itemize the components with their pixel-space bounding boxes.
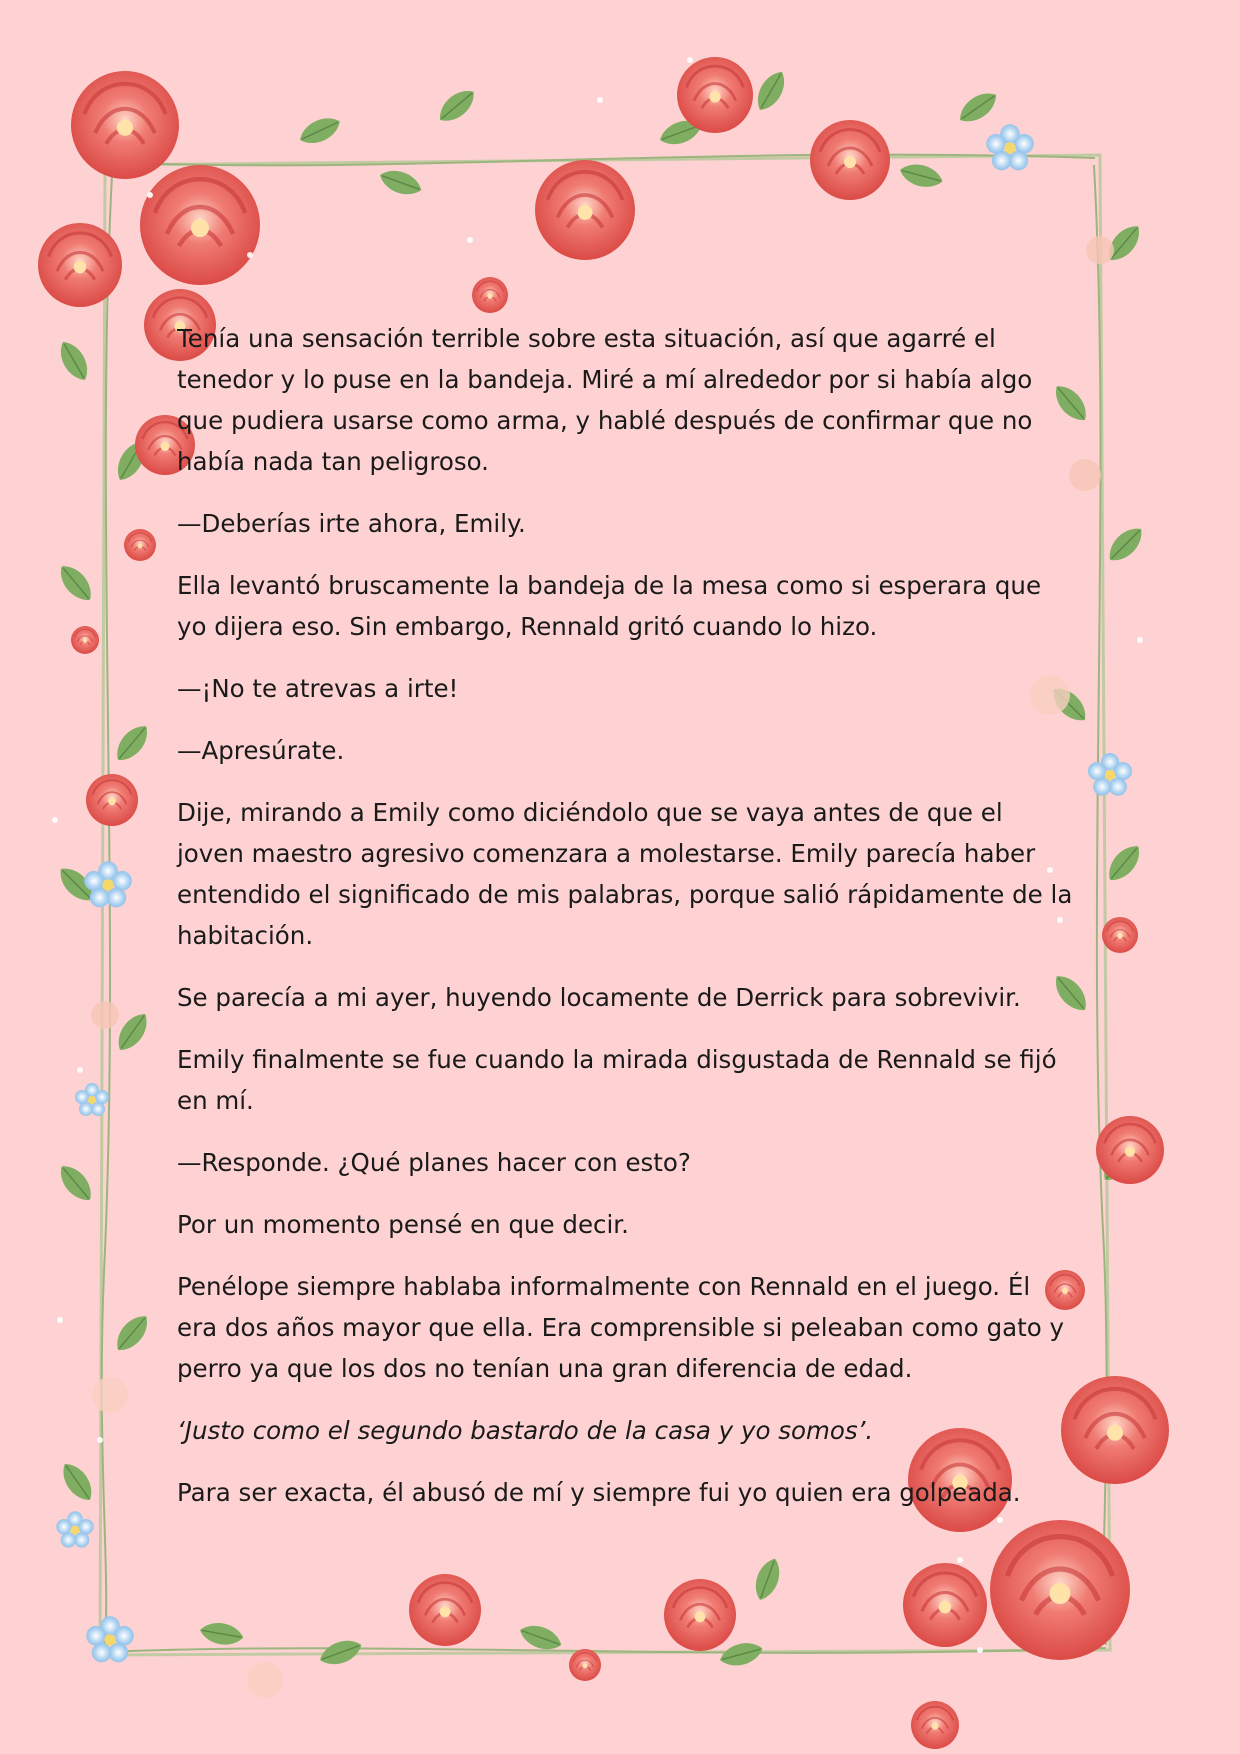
paragraph-3: Ella levantó bruscamente la bandeja de la mesa como si esperara que yo dijera eso. Sin embargo, Rennald gritó cuando lo hizo.	[177, 571, 1042, 641]
paragraph-1: Tenía una sensación terrible sobre esta situación, así que agarré el tenedor y lo puse en la bandeja. Miré a mí alrededor por si había algo que pudiera usarse como arma, y hablé después de confirmar que no había nada tan peligroso.	[177, 324, 1033, 476]
paragraph-12-italic: ‘Justo como el segundo bastardo de la casa y yo somos’.	[177, 1416, 874, 1445]
text-body	[177, 318, 1077, 1534]
paragraph-7: Se parecía a mi ayer, huyendo locamente de Derrick para sobrevivir.	[177, 983, 1021, 1012]
paragraph-13: Para ser exacta, él abusó de mí y siempre fui yo quien era golpeada.	[177, 1478, 1021, 1507]
paragraph-8: Emily finalmente se fue cuando la mirada disgustada de Rennald se fijó en mí.	[177, 1045, 1057, 1115]
paragraph-11: Penélope siempre hablaba informalmente con Rennald en el juego. Él era dos años mayor que ella. Era comprensible si peleaban como gato y perro ya que los dos no tenían una gran diferencia de edad.	[177, 1272, 1065, 1383]
paragraph-9: —Responde. ¿Qué planes hacer con esto?	[177, 1148, 691, 1177]
paragraph-10: Por un momento pensé en que decir.	[177, 1210, 629, 1239]
paragraph-5: —Apresúrate.	[177, 736, 345, 765]
paragraph-6: Dije, mirando a Emily como diciéndolo que se vaya antes de que el joven maestro agresivo comenzara a molestarse. Emily parecía haber entendido el significado de mis palabras, porque salió rápidamente de la habitación.	[177, 798, 1073, 950]
paragraph-2: —Deberías irte ahora, Emily.	[177, 509, 526, 538]
paragraph-4: —¡No te atrevas a irte!	[177, 674, 459, 703]
